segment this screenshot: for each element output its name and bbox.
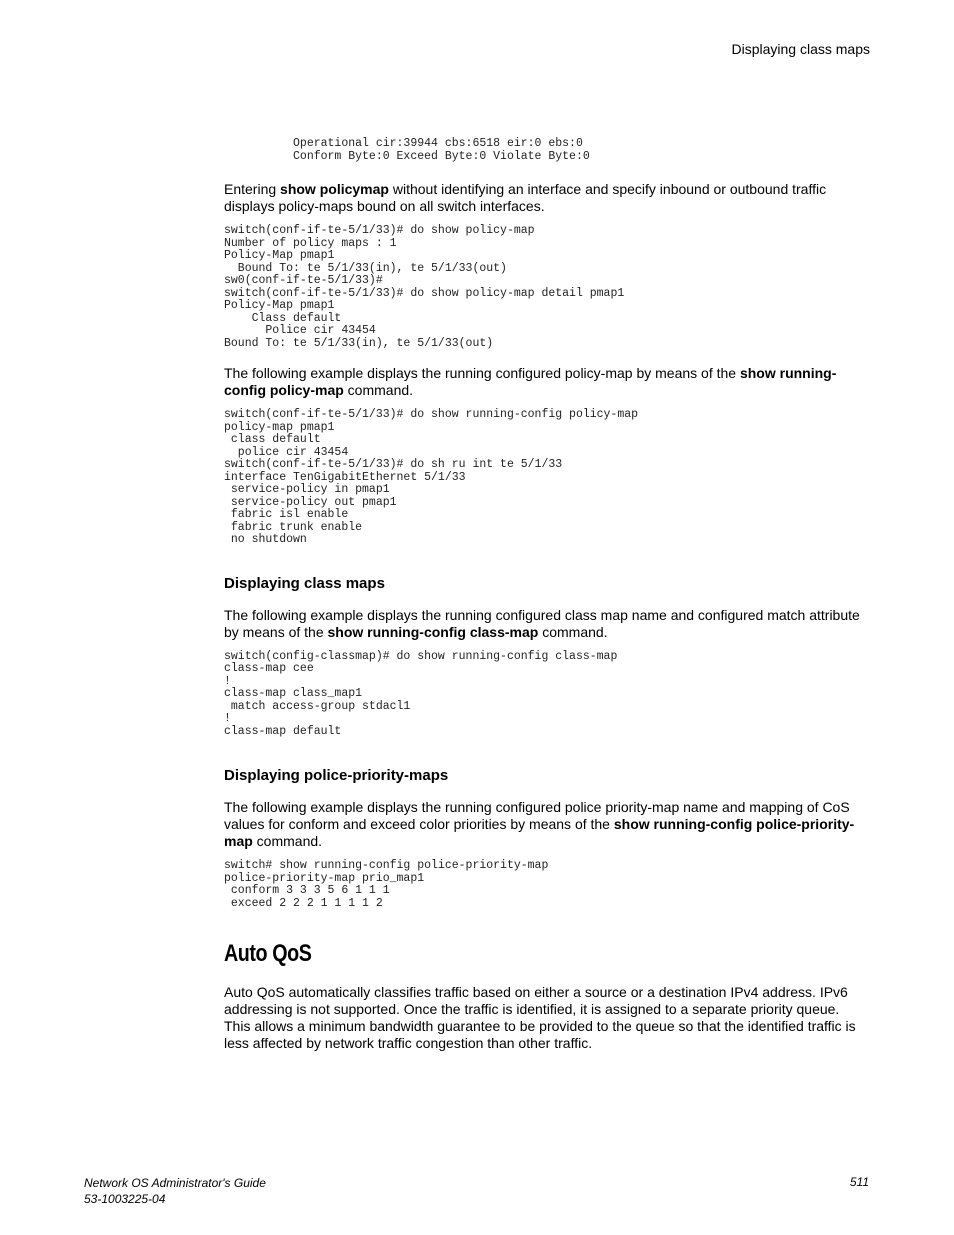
command-name: show running-config policy-map [224,365,837,398]
code-block-police-stats: Operational cir:39944 cbs:6518 eir:0 ebs:0 Conform Byte:0 Exceed Byte:0 Violate Byte:0 [293,137,590,163]
code-block-running-config-policy-map: switch(conf-if-te-5/1/33)# do show running-config policy-map policy-map pmap1 class default police cir 43454 switch(conf-if-te-5/1/33)# do sh ru int te 5/1/33 interface TenGigabitEthernet 5/1/33 service-policy in pmap1 service-policy out pmap1 fabric isl enable fabric trunk enable no shutdown [224,408,639,546]
footer-document-info [84,1175,266,1207]
command-name: show policymap [280,181,389,197]
page-body [224,138,864,1052]
footer-page-number: 511 [849,1175,869,1189]
paragraph-show-policymap: Entering show policymap without identifying an interface and specify inbound or outbound traffic displays policy-maps bound on all switch interfaces. [224,181,827,214]
paragraph-running-config-policy-map: The following example displays the running configured policy-map by means of the show running-config policy-map command. [224,365,837,398]
heading-displaying-class-maps: Displaying class maps [224,574,385,592]
command-name: show running-config police-priority-map [224,816,855,849]
heading-displaying-police-priority-maps: Displaying police-priority-maps [224,767,449,784]
heading-auto-qos: Auto QoS [224,940,312,967]
command-name: show running-config class-map [327,623,539,640]
paragraph-class-maps: The following example displays the running configured class map name and configured match attribute by means of the show running-config class-map command. [224,606,860,640]
running-header: Displaying class maps [731,41,870,57]
code-block-show-policy-map: switch(conf-if-te-5/1/33)# do show policy-map Number of policy maps : 1 Policy-Map pmap1 Bound To: te 5/1/33(in), te 5/1/33(out) sw0(conf-if-te-5/1/33)# switch(conf-if-te-5/1/33)# do show policy-map detail pmap1 Policy-Map pmap1 Class default Police cir 43454 Bound To: te 5/1/33(in), te 5/1/33(out) [224,224,625,350]
code-block-police-priority-map: switch# show running-config police-priority-map police-priority-map prio_map1 conform 3 3 3 5 6 1 1 1 exceed 2 2 2 1 1 1 1 2 [224,859,549,910]
code-block-class-map: switch(config-classmap)# do show running-config class-map class-map cee ! class-map class_map1 match access-group stdacl1 ! class-map default [224,649,618,738]
paragraph-police-priority-maps: The following example displays the running configured police priority-map name and mapping of CoS values for conform and exceed color priorities by means of the show running-config police-priority-map command. [224,799,855,849]
paragraph-auto-qos: Auto QoS automatically classifies traffic based on either a source or a destination IPv4 address. IPv6 addressing is not supported. Once the traffic is identified, it is assigned to a separate priority queue. This allows a minimum bandwidth guarantee to be provided to the queue so that the identified traffic is less affected by network traffic congestion than other traffic. [224,984,856,1051]
footer-guide-title: Network OS Administrator's Guide [84,1176,266,1190]
footer-doc-number: 53-1003225-04 [84,1192,166,1206]
